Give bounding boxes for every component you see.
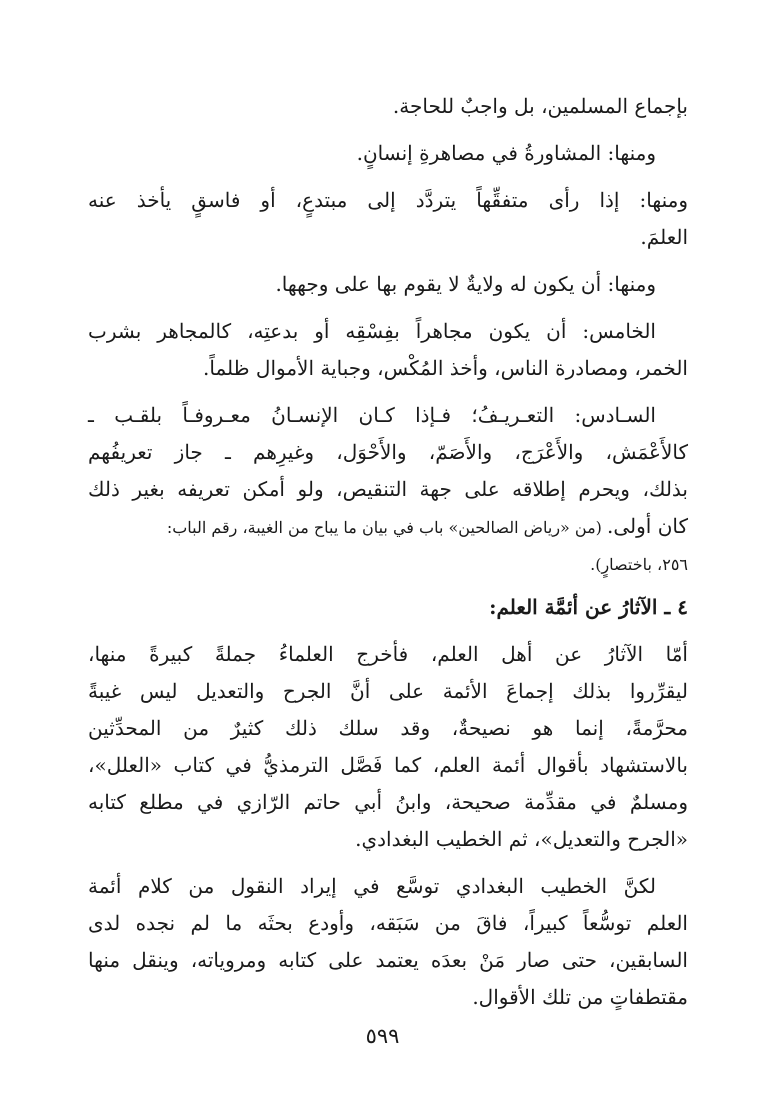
text-line: بالاستشهاد بأقوال أئمة العلم، كما فَصَّل الترمذيُّ في كتاب «العلل»،	[88, 753, 688, 777]
paragraph-khamis	[88, 313, 688, 387]
heading-text: ٤ ـ الآثارُ عن أئمَّة العلم:	[489, 595, 688, 619]
text-line: مقتطفاتٍ من تلك الأقوال.	[472, 985, 688, 1009]
text-line: الخمر، ومصادرة الناس، وأخذ المُكْس، وجباية الأموال ظلماً.	[203, 356, 688, 380]
text-fragment: كان أولى.	[607, 514, 688, 538]
text-line: العلم توسُّعاً كبيراً، فاقَ من سَبَقه، وأودع بحثَه ما لم نجده لدى	[88, 911, 688, 935]
text-line: بذلك، ويحرم إطلاقه على جهة التنقيص، ولو أمكن تعريفه بغير ذلك	[88, 477, 688, 501]
text-line: ومنها: المشاورةُ في مصاهرةِ إنسانٍ.	[356, 141, 656, 165]
section-heading	[88, 589, 688, 626]
text-line: ومنها: أن يكون له ولايةٌ لا يقوم بها على وجهها.	[275, 272, 656, 296]
paragraph-khatib	[88, 868, 688, 1016]
text-line: «الجرح والتعديل»، ثم الخطيب البغدادي.	[355, 827, 688, 851]
text-line: السابقين، حتى صار مَنْ بعدَه يعتمد على كتابه ومروياته، وينقل منها	[88, 948, 688, 972]
paragraph-athar	[88, 636, 688, 858]
page-number: ٥٩٩	[365, 1024, 400, 1048]
text-line: لكنَّ الخطيب البغدادي توسَّع في إيراد النقول من كلام أئمة	[88, 874, 656, 898]
text-line-with-citation	[88, 508, 688, 546]
text-line: العلمَ.	[640, 225, 688, 249]
paragraph-wilaya	[88, 266, 688, 303]
paragraph-sadis	[88, 397, 688, 583]
citation-note-end: ٢٥٦، باختصارٍ).	[590, 555, 688, 574]
text-line: أمّا الآثارُ عن أهل العلم، فأخرج العلماءُ جملةً كبيرةً منها،	[88, 642, 688, 666]
paragraph-ijma	[88, 88, 688, 125]
text-line: السـادس: التعـريـفُ؛ فـإذا كـان الإنسـانُ معـروفـاً بلقـب ـ	[88, 403, 656, 427]
paragraph-mushawara	[88, 135, 688, 172]
text-line: ومنها: إذا رأى متفقِّهاً يتردَّد إلى مبتدعٍ، أو فاسقٍ يأخذ عنه	[88, 188, 688, 212]
text-line: كالأَعْمَش، والأَعْرَج، والأَصَمّ، والأَحْوَل، وغيرِهم ـ جاز تعريفُهم	[88, 440, 688, 464]
citation-note: (من «رياض الصالحين» باب في بيان ما يباح من الغيبة، رقم الباب:	[166, 518, 607, 537]
text-line: ومسلمٌ في مقدِّمة صحيحة، وابنُ أبي حاتم الرّازي في مطلع كتابه	[88, 790, 688, 814]
text-line: محرَّمةً، إنما هو نصيحةٌ، وقد سلك ذلك كثيرٌ من المحدِّثين	[88, 716, 688, 740]
page-body	[88, 88, 688, 1026]
paragraph-mubtadi	[88, 182, 688, 256]
text-line: بإجماع المسلمين، بل واجبٌ للحاجة.	[392, 94, 688, 118]
text-line: ليقرِّروا بذلك إجماعَ الأئمة على أنَّ الجرح والتعديل ليس غيبةً	[88, 679, 688, 703]
text-line: الخامس: أن يكون مجاهراً بفِسْقِه أو بدعتِه، كالمجاهر بشرب	[88, 319, 656, 343]
